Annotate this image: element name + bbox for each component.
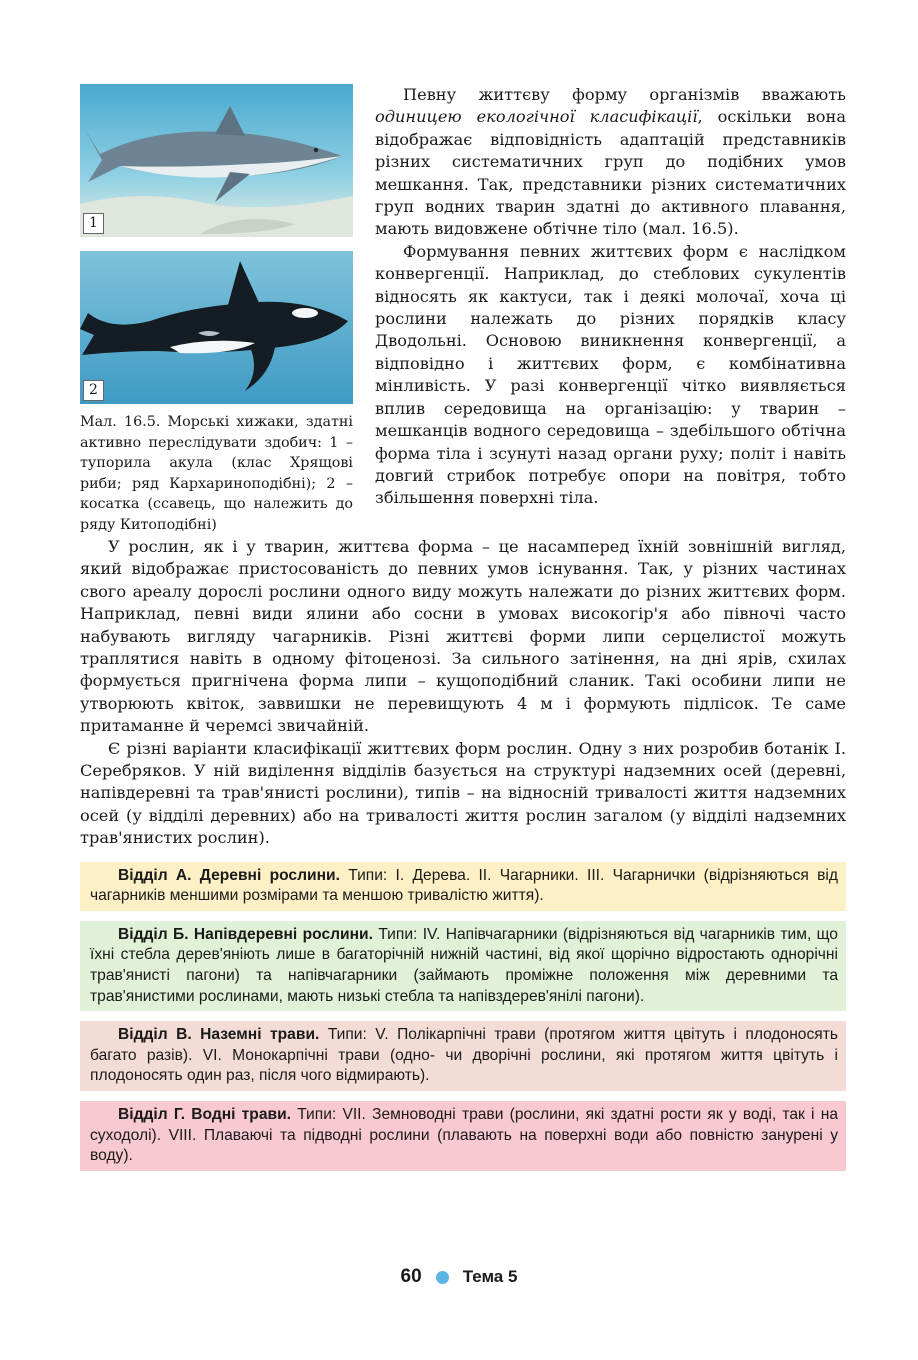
box-text: Типи: IV. Напівчагарники (відрізняються від чагарників тим, що їхні стебла дерев'яніють лише в багаторічній нижній частині, від якої щорічно відростають однорічні трав'янисті пагони) та напівчагарники (займають проміжне положення між деревними та трав'янистими рослинами, мають низькі стебла та напівздерев'янілі пагони). xyxy=(90,925,838,1005)
box-title: Відділ Б. Напівдеревні рослини. xyxy=(118,925,373,943)
box-title: Відділ В. Наземні трави. xyxy=(118,1026,320,1044)
box-title: Відділ Г. Водні трави. xyxy=(118,1106,292,1124)
box-department-c xyxy=(80,1021,846,1091)
figure-caption: Мал. 16.5. Морські хижаки, здатні активно переслідувати здобич: 1 – тупорила акула (клас Хрящові риби; ряд Кархаринoподібні); 2 – косатка (ссавець, що належить до ряду Китоподібні) xyxy=(80,414,353,533)
column-paragraph xyxy=(375,84,846,241)
figure-number-2: 2 xyxy=(83,380,104,401)
box-text: Типи: VІІ. Земноводні трави (рослини, які здатні рости як у воді, так і на суходолі). VІІІ. Плаваючі та підводні рослини (плавають на поверхні води або повністю занурені у воду). xyxy=(90,1106,838,1165)
paragraph-text: , оскільки вона відображає відповідність адаптацій представників різних систематичних груп до подібних умов мешкання. Так, представники різних систематичних груп водних тварин здатні до активного плавання, мають видовжене обтічне тіло (мал. 16.5). xyxy=(375,107,846,239)
box-department-b xyxy=(80,921,846,1011)
column-paragraph: Формування певних життєвих форм є наслідком конвергенції. Наприклад, до стеблових сукулентів відносять як кактуси, так і деякі молочаї, хоча ці рослини належать до різних порядків класу Дводольні. Основою виникнення конвергенції, а відповідно і життєвих форм, є комбінативна мінливість. У разі конвергенції чітко виявляється вплив середовища на організацію: у тварин – мешканців водного середовища – здебільшого обтічна форма тіла і зсунуті назад органи руху; політ і навіть довгий стрибок потребує опори на повітря, тобто збільшення поверхні тіла. xyxy=(375,241,846,508)
box-department-d xyxy=(80,1101,846,1171)
top-section xyxy=(80,84,846,535)
body-paragraph: У рослин, як і у тварин, життєва форма – це насамперед їхній зовнішній вигляд, який відображає пристосованість до певних умов існування. Так, у різних частинах свого ареалу дорослі рослини одного виду можуть належати до різних життєвих форм. Наприклад, певні види ялини або сосни в умовах високогір'я або півночі часто набувають вигляду чагарників. Різні життєві форми липи серцелистої можуть траплятися навіть в одному фітоценозі. За сильного затінення, на дні ярів, схилах формується пригнічена форма липи – кущоподібний сланик. Такі особини липи не утворюють квіток, заввишки не перевищують 4 м і формують підлісок. Те саме притаманне й черемсі звичайній. xyxy=(80,537,846,736)
body-paragraph: Є різні варіанти класифікації життєвих форм рослин. Одну з них розробив ботанік І. Серебряков. У ній виділення відділів базується на структурі надземних осей (деревні, напівдеревні та трав'янисті рослини), типів – на відносній тривалості життя надземних осей (у відділі деревних) або на тривалості життя рослин загалом (у відділі надземних трав'янистих рослин). xyxy=(80,738,846,848)
box-title: Відділ А. Деревні рослини. xyxy=(118,866,340,884)
box-text: Типи: V. Полікарпічні трави (протягом життя цвітуть і плодоносять багато разів). VІ. Монокарпічні трави (одно- чи дворічні рослини, які протягом життя цвітуть і плодоносять один раз, після чого відмирають). xyxy=(90,1026,838,1085)
classification-boxes xyxy=(80,862,846,1171)
page-content xyxy=(80,84,846,1181)
circle-icon xyxy=(436,1271,449,1284)
box-department-a xyxy=(80,862,846,911)
topic-label: Тема 5 xyxy=(462,1267,518,1286)
figure-number-1: 1 xyxy=(83,213,104,234)
figure-column xyxy=(80,84,353,535)
page-footer xyxy=(0,1266,918,1288)
orca-photo xyxy=(80,251,353,404)
italic-term: одиницею екологічної класифікації xyxy=(375,107,698,127)
page-number: 60 xyxy=(400,1266,422,1287)
body-text xyxy=(80,536,846,850)
text-column xyxy=(375,84,846,535)
paragraph-text: Певну життєву форму організмів вважають xyxy=(403,85,846,104)
box-text: Типи: І. Дерева. ІІ. Чагарники. ІІІ. Чагарнички (відрізняються від чагарників меншими розмірами та меншою тривалістю життя). xyxy=(90,866,838,905)
shark-photo xyxy=(80,84,353,237)
